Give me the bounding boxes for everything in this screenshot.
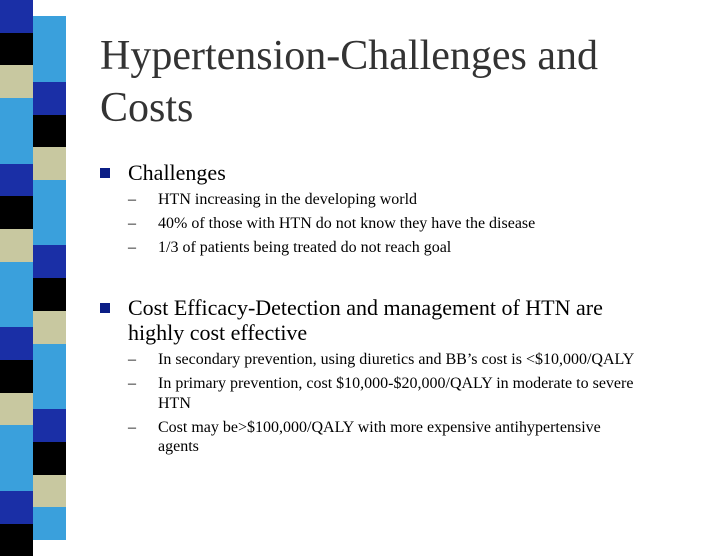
strip-tile <box>0 98 33 131</box>
strip-tile <box>0 0 33 33</box>
strip-tile <box>0 262 33 295</box>
strip-tile <box>33 213 66 246</box>
slide-title-line2: Costs <box>100 85 194 131</box>
dash-bullet-icon: – <box>128 191 136 208</box>
strip-tile <box>33 311 66 344</box>
strip-tile <box>0 393 33 426</box>
strip-tile <box>0 458 33 491</box>
strip-tile <box>33 475 66 508</box>
strip-tile <box>0 360 33 393</box>
strip-tile <box>0 33 33 66</box>
strip-tile <box>33 115 66 148</box>
strip-tile <box>33 376 66 409</box>
strip-tile <box>0 164 33 197</box>
bullet-label: Challenges <box>128 160 226 185</box>
strip-tile <box>0 229 33 262</box>
strip-tile <box>33 278 66 311</box>
strip-tile <box>0 131 33 164</box>
bullet-label-line1: Cost Efficacy-Detection and management of HTN are <box>128 295 603 320</box>
strip-tile <box>33 507 66 540</box>
dash-bullet-icon: – <box>128 351 136 368</box>
decorative-sidebar-strip <box>0 0 66 540</box>
strip-tile <box>0 425 33 458</box>
strip-tile <box>0 491 33 524</box>
strip-tile <box>0 295 33 328</box>
sub-bullet-text: agents <box>158 438 199 455</box>
strip-tile <box>33 344 66 377</box>
strip-tile <box>33 82 66 115</box>
sub-bullet-text: HTN <box>158 395 191 412</box>
strip-tile <box>33 180 66 213</box>
sub-bullet-text: Cost may be>$100,000/QALY with more expensive antihypertensive <box>158 419 601 436</box>
slide-title <box>100 30 700 134</box>
dash-bullet-icon: – <box>128 215 136 232</box>
square-bullet-icon <box>100 303 110 313</box>
dash-bullet-icon: – <box>128 239 136 256</box>
dash-bullet-icon: – <box>128 419 136 436</box>
square-bullet-icon <box>100 168 110 178</box>
sub-bullet-text: In primary prevention, cost $10,000-$20,000/QALY in moderate to severe <box>158 375 634 392</box>
strip-tile <box>33 49 66 82</box>
sub-bullet-text: In secondary prevention, using diuretics and BB’s cost is <$10,000/QALY <box>158 351 635 368</box>
strip-tile <box>33 245 66 278</box>
strip-tile <box>33 442 66 475</box>
sub-bullet-text: 1/3 of patients being treated do not reach goal <box>158 239 452 256</box>
dash-bullet-icon: – <box>128 375 136 392</box>
strip-tile <box>33 147 66 180</box>
bullet-label-line2: highly cost effective <box>128 320 308 345</box>
strip-tile <box>0 327 33 360</box>
slide-title-line1: Hypertension-Challenges and <box>100 33 599 79</box>
strip-tile <box>0 65 33 98</box>
strip-tile <box>33 409 66 442</box>
sub-bullet-text: HTN increasing in the developing world <box>158 191 418 208</box>
strip-tile <box>0 196 33 229</box>
strip-tile <box>33 16 66 49</box>
sub-bullet-text: 40% of those with HTN do not know they have the disease <box>158 215 536 232</box>
